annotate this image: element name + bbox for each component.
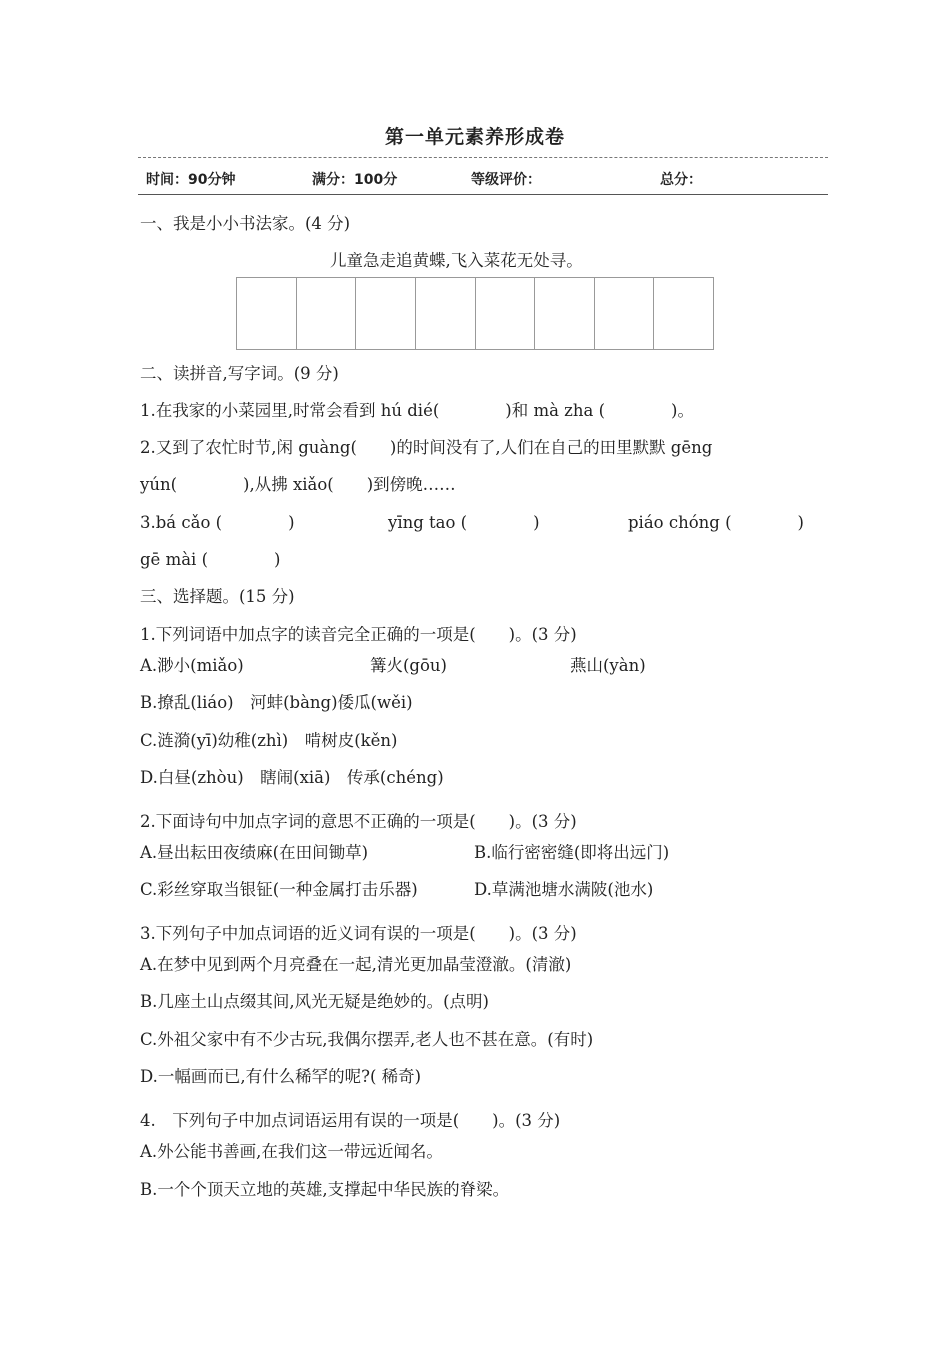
q2-option-c: C.彩丝穿取当银钲(一种金属打击乐器) <box>140 880 418 899</box>
dashed-divider <box>138 157 828 158</box>
q2-stem: 2.下面诗句中加点字词的意思不正确的一项是( )。(3 分) <box>140 812 577 831</box>
writing-cell[interactable] <box>476 278 536 349</box>
writing-cell[interactable] <box>356 278 416 349</box>
writing-cell[interactable] <box>595 278 655 349</box>
section-1-heading: 一、我是小小书法家。(4 分) <box>140 214 351 233</box>
pinyin-question-2-cont: yún( ),从拂 xiǎo( )到傍晚…… <box>140 475 456 494</box>
q1-option-a2: 篝火(gōu) <box>370 656 447 675</box>
pinyin-question-3b: yīng tao ( ) <box>388 513 540 532</box>
q3-option-c: C.外祖父家中有不少古玩,我偶尔摆弄,老人也不甚在意。(有时) <box>140 1030 594 1049</box>
q1-option-b: B.撩乱(liáo) 河蚌(bàng)倭瓜(wěi) <box>140 693 413 712</box>
poem-line: 儿童急走追黄蝶,飞入菜花无处寻。 <box>330 251 583 270</box>
writing-cell[interactable] <box>297 278 357 349</box>
q2-option-d: D.草满池塘水满陂(池水) <box>474 880 654 899</box>
q3-option-a: A.在梦中见到两个月亮叠在一起,清光更加晶莹澄澈。(清澈) <box>140 955 572 974</box>
pinyin-question-3a: 3.bá cǎo ( ) <box>140 513 295 532</box>
full-score: 满分：100分 <box>312 172 398 188</box>
q2-option-b: B.临行密密缝(即将出远门) <box>474 843 670 862</box>
writing-cell[interactable] <box>654 278 713 349</box>
grade-evaluation: 等级评价： <box>471 172 541 188</box>
writing-cell[interactable] <box>237 278 297 349</box>
q1-option-a1: A.渺小(miǎo) <box>140 656 244 675</box>
header-divider <box>138 194 828 195</box>
writing-grid <box>236 277 714 350</box>
writing-cell[interactable] <box>535 278 595 349</box>
q2-option-a: A.昼出耘田夜绩麻(在田间锄草) <box>140 843 369 862</box>
pinyin-question-3c: piáo chóng ( ) <box>628 513 804 532</box>
pinyin-question-1: 1.在我家的小菜园里,时常会看到 hú dié( )和 mà zha ( )。 <box>140 401 694 420</box>
writing-cell[interactable] <box>416 278 476 349</box>
q4-option-b: B.一个个顶天立地的英雄,支撑起中华民族的脊梁。 <box>140 1180 510 1199</box>
q3-option-b: B.几座土山点缀其间,风光无疑是绝妙的。(点明) <box>140 992 489 1011</box>
exam-time: 时间：90分钟 <box>146 172 236 188</box>
q3-stem: 3.下列句子中加点词语的近义词有误的一项是( )。(3 分) <box>140 924 577 943</box>
section-2-heading: 二、读拼音,写字词。(9 分) <box>140 364 339 383</box>
pinyin-question-3d: gē mài ( ) <box>140 550 281 569</box>
pinyin-question-2: 2.又到了农忙时节,闲 guàng( )的时间没有了,人们在自己的田里默默 gēng <box>140 438 713 457</box>
section-3-heading: 三、选择题。(15 分) <box>140 587 295 606</box>
q4-stem: 4. 下列句子中加点词语运用有误的一项是( )。(3 分) <box>140 1111 561 1130</box>
q3-option-d: D.一幅画而已,有什么稀罕的呢?( 稀奇) <box>140 1067 422 1086</box>
q1-option-d: D.白昼(zhòu) 瞎闹(xiā) 传承(chéng) <box>140 768 444 787</box>
q1-stem: 1.下列词语中加点字的读音完全正确的一项是( )。(3 分) <box>140 625 577 644</box>
q1-option-a3: 燕山(yàn) <box>570 656 646 675</box>
q4-option-a: A.外公能书善画,在我们这一带远近闻名。 <box>140 1142 443 1161</box>
total-score: 总分： <box>660 172 702 188</box>
page-title: 第一单元素养形成卷 <box>384 126 565 148</box>
q1-option-c: C.涟漪(yī)幼稚(zhì) 啃树皮(kěn) <box>140 731 398 750</box>
